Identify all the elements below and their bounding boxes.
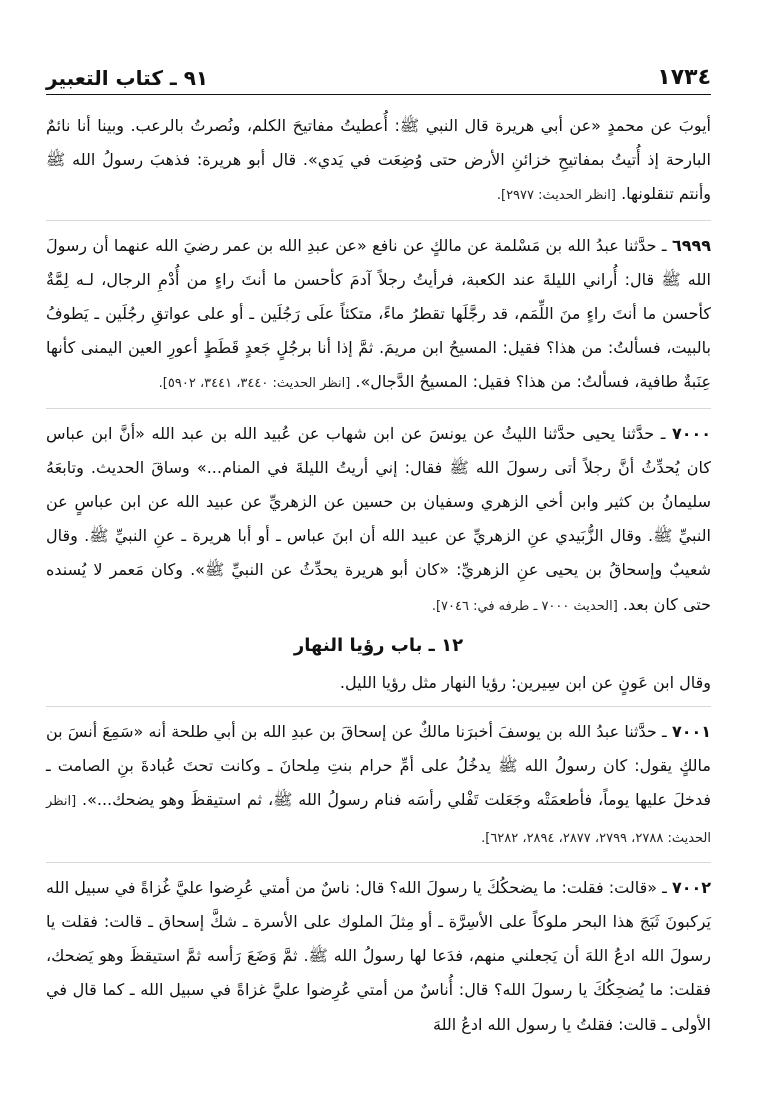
hadith-number: ٧٠٠١ bbox=[671, 722, 711, 742]
hadith-reference: [الحديث ٧٠٠٠ ـ طرفه في: ٧٠٤٦]. bbox=[431, 598, 618, 614]
running-title: ٩١ ـ كتاب التعبير bbox=[46, 66, 209, 90]
paragraph-divider bbox=[46, 220, 711, 221]
hadith-7000 bbox=[46, 417, 711, 624]
hadith-reference: [انظر الحديث: ٣٤٤٠، ٣٤٤١، ٥٩٠٢]. bbox=[158, 376, 351, 392]
hadith-continuation bbox=[46, 109, 711, 214]
hadith-reference: [انظر الحديث: ٢٧٨٨، ٢٧٩٩، ٢٨٧٧، ٢٨٩٤، ٦٢٨٢]. bbox=[46, 794, 711, 846]
hadith-number: ٧٠٠٠ bbox=[671, 423, 712, 443]
hadith-text: ـ حدَّثنا يحيى حدَّثنا الليثُ عن يونسَ عن ابن شهاب عن عُبيد الله بن عبد الله «أنَّ ابن عباس كان يُحدِّثُ أنَّ رجلاً أتى رسولَ الله ﷺ فقال: إني أريتُ الليلةَ في المنام...» وساقَ الحديث. وتابعَهُ سليمانُ بن كثير وابن أخي الزهري وسفيان بن حسين عن الزهريِّ عن عبيد الله عن ابن عباسٍ عن النبيِّ ﷺ. وقال الزُّبَيدي عنِ الزهريِّ عن عبيد الله أن ابنَ عباس ـ أو أبا هريرة ـ عنِ النبيِّ ﷺ. وقال شعيبٌ وإسحاقُ بن يحيى عنِ الزهريِّ: «كان أبو هريرة يحدِّثُ عن النبيِّ ﷺ». وكان مَعمر لا يُسنده حتى كان بعد. bbox=[46, 423, 711, 614]
hadith-number: ٦٩٩٩ bbox=[671, 235, 711, 255]
paragraph-divider bbox=[46, 862, 711, 863]
paragraph-divider bbox=[46, 408, 711, 409]
hadith-text: ـ «قالت: فقلت: ما يضحكُكَ يا رسولَ الله؟ قال: ناسٌ من أمتي عُرِضوا عليَّ غُزاةً في سبيل الله يَركبونَ ثَبَجَ هذا البحر ملوكاً على الأسِرَّة ـ أو مِثلَ الملوك على الأسرة ـ شكَّ إسحاق ـ قالت: فقلت يا رسولَ الله ادعُ اللهَ أن يَجعلني منهم، فدَعا لها رسولُ الله ﷺ. ثمَّ وَضَعَ رَأسه ثمَّ استيقظَ وهو يَضحك، فقلت: ما يُضحِكُكَ يا رسولَ الله؟ قال: أُناسٌ من أمتي عُرِضوا عليَّ غزاةً في سبيل الله ـ كما قال في الأولى ـ قالت: فقلتُ يا رسول الله ادعُ اللهَ bbox=[46, 877, 711, 1034]
hadith-number: ٧٠٠٢ bbox=[671, 877, 711, 897]
hadith-6999 bbox=[46, 229, 711, 402]
section-intro: وقال ابن عَونٍ عن ابن سِيرين: رؤيا النهار مثل رؤيا الليل. bbox=[339, 672, 711, 692]
hadith-text: ـ حدَّثنا عبدُ الله بن يوسفَ أخبرَنا مالكٌ عن إسحاقَ بن عبدِ الله بن أبي طلحة أنه «سَمِعَ أنسَ بن مالكٍ يقول: كان رسولُ الله ﷺ يدخُلُ على أمِّ حرام بنتِ مِلحانَ ـ وكانت تحتَ عُبادةَ بنِ الصامت ـ فدخلَ عليها يوماً، فأطعمَتْه وجَعَلت تَفْلي رأسَه فنام رسولُ الله ﷺ، ثم استيقظَ وهو يضحك...». bbox=[46, 722, 711, 810]
hadith-text: ـ حدَّثنا عبدُ الله بن مَسْلمة عن مالكٍ عن نافع «عن عبدِ الله بن عمر رضيَ الله عنهما أن رسولَ الله ﷺ قال: أُراني الليلةَ عند الكعبة، فرأيتُ رجلاً آدمَ كأحسن ما أنتَ راءٍ من أُدْمِ الرجال، لـه لِمَّةٌ كأحسن ما أنتَ راءٍ منَ اللِّمَم، قد رجَّلَها تقطرُ ماءً، متكئاً علَى رَجُلَين ـ أو على عواتقِ رجُلَين ـ يَطوفُ بالبيت، فسألتُ: من هذا؟ فقيل: المسيحُ ابن مريمَ. ثمَّ إذا أنا برجُلٍ جَعدٍ قَطَطٍ أعورِ العين اليمنى كأنها عِنَبةٌ طافية، فسألتُ: من هذا؟ فقيل: المسيحُ الدَّجال». bbox=[46, 235, 711, 392]
paragraph-divider bbox=[46, 706, 711, 707]
hadith-7002 bbox=[46, 871, 711, 1042]
hadith-7001 bbox=[46, 715, 711, 856]
hadith-reference: [انظر الحديث: ٢٩٧٧]. bbox=[496, 188, 616, 204]
page-header bbox=[46, 58, 711, 95]
page-number: ١٧٣٤ bbox=[657, 65, 711, 90]
page-body bbox=[46, 109, 711, 1042]
section-title: ١٢ ـ باب رؤيا النهار bbox=[293, 634, 464, 656]
hadith-text: أيوبَ عن محمدٍ «عن أبي هريرة قال النبي ﷺ: أُعطيتُ مفاتيحَ الكلم، ونُصرتُ بالرعب. وبينا أنا نائمٌ البارحة إذ أُتيتُ بمفاتيحِ خزائنِ الأرض حتى وُضِعَت في يَدي». قال أبو هريرة: فذهبَ رسولُ الله ﷺ وأنتم تنقلونها. bbox=[46, 116, 711, 204]
